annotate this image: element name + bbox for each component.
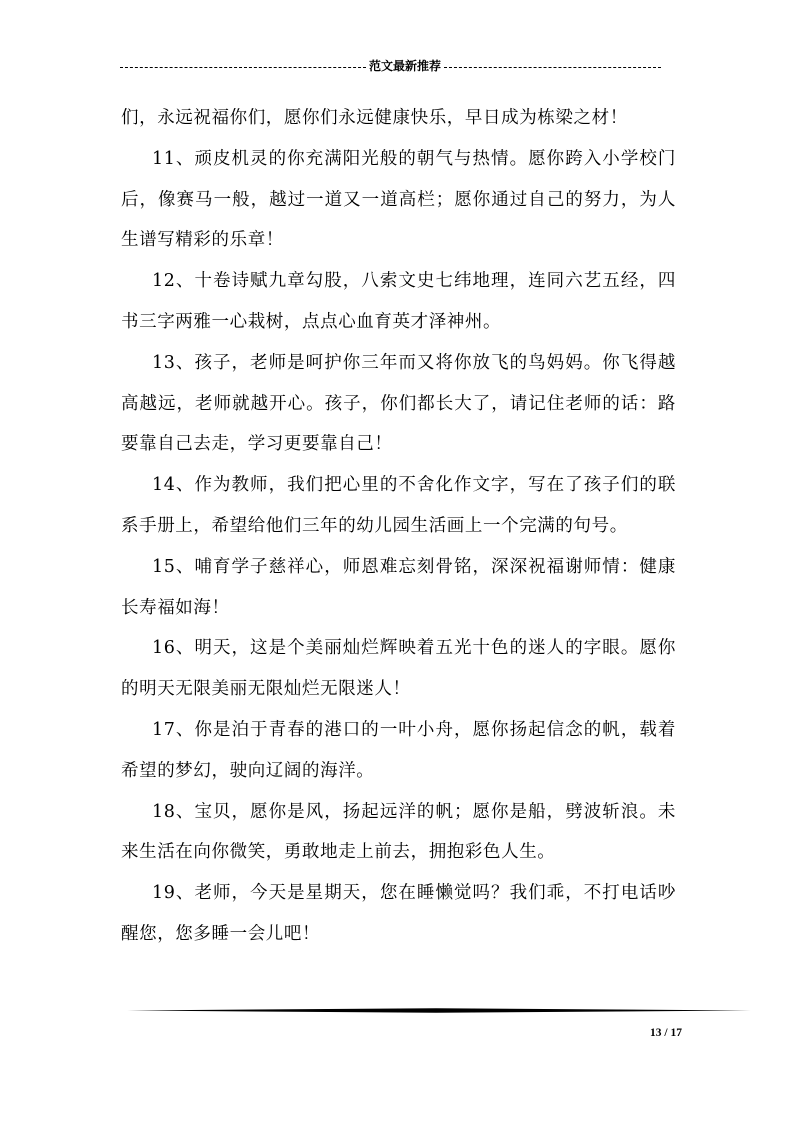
footer-divider [121, 1008, 751, 1013]
paragraph-item-19: 19、老师，今天是星期天，您在睡懒觉吗？我们乖，不打电话吵醒您，您多睡一会儿吧！ [121, 883, 676, 944]
paragraph-item-11: 11、顽皮机灵的你充满阳光般的朝气与热情。愿你跨入小学校门后，像赛马一般，越过一道又一道高栏；愿你通过自己的努力，为人生谱写精彩的乐章！ [121, 148, 676, 251]
paragraph-item-14: 14、作为教师，我们把心里的不舍化作文字，写在了孩子们的联系手册上，希望给他们三年的幼儿园生活画上一个完满的句号。 [121, 475, 676, 536]
header-dashed-line-right [444, 67, 661, 68]
header-dashed-line-left [120, 67, 366, 68]
page-header [120, 57, 661, 75]
paragraph-item-17: 17、你是泊于青春的港口的一叶小舟，愿你扬起信念的帆，载着希望的梦幻，驶向辽阔的海洋。 [121, 719, 676, 781]
paragraph-item-18: 18、宝贝，愿你是风，扬起远洋的帆；愿你是船，劈波斩浪。未来生活在向你微笑，勇敢地走上前去，拥抱彩色人生。 [121, 801, 676, 863]
page-number: 13 / 17 [650, 1027, 682, 1039]
paragraph-continuation: 们，永远祝福你们，愿你们永远健康快乐，早日成为栋梁之材！ [121, 108, 628, 128]
paragraph-item-13: 13、孩子，老师是呵护你三年而又将你放飞的鸟妈妈。你飞得越高越远，老师就越开心。孩子，你们都长大了，请记住老师的话：路要靠自己去走，学习更要靠自己！ [121, 352, 676, 455]
document-body [121, 98, 676, 955]
paragraph-item-16: 16、明天，这是个美丽灿烂辉映着五光十色的迷人的字眼。愿你的明天无限美丽无限灿烂无限迷人！ [121, 638, 676, 700]
paragraph-item-15: 15、哺育学子慈祥心，师恩难忘刻骨铭，深深祝福谢师情：健康长寿福如海！ [121, 556, 676, 618]
paragraph-item-12: 12、十卷诗赋九章勾股，八索文史七纬地理，连同六艺五经，四书三字两雅一心栽树，点点心血育英才泽神州。 [121, 271, 676, 332]
header-title: 范文最新推荐 [368, 59, 441, 73]
